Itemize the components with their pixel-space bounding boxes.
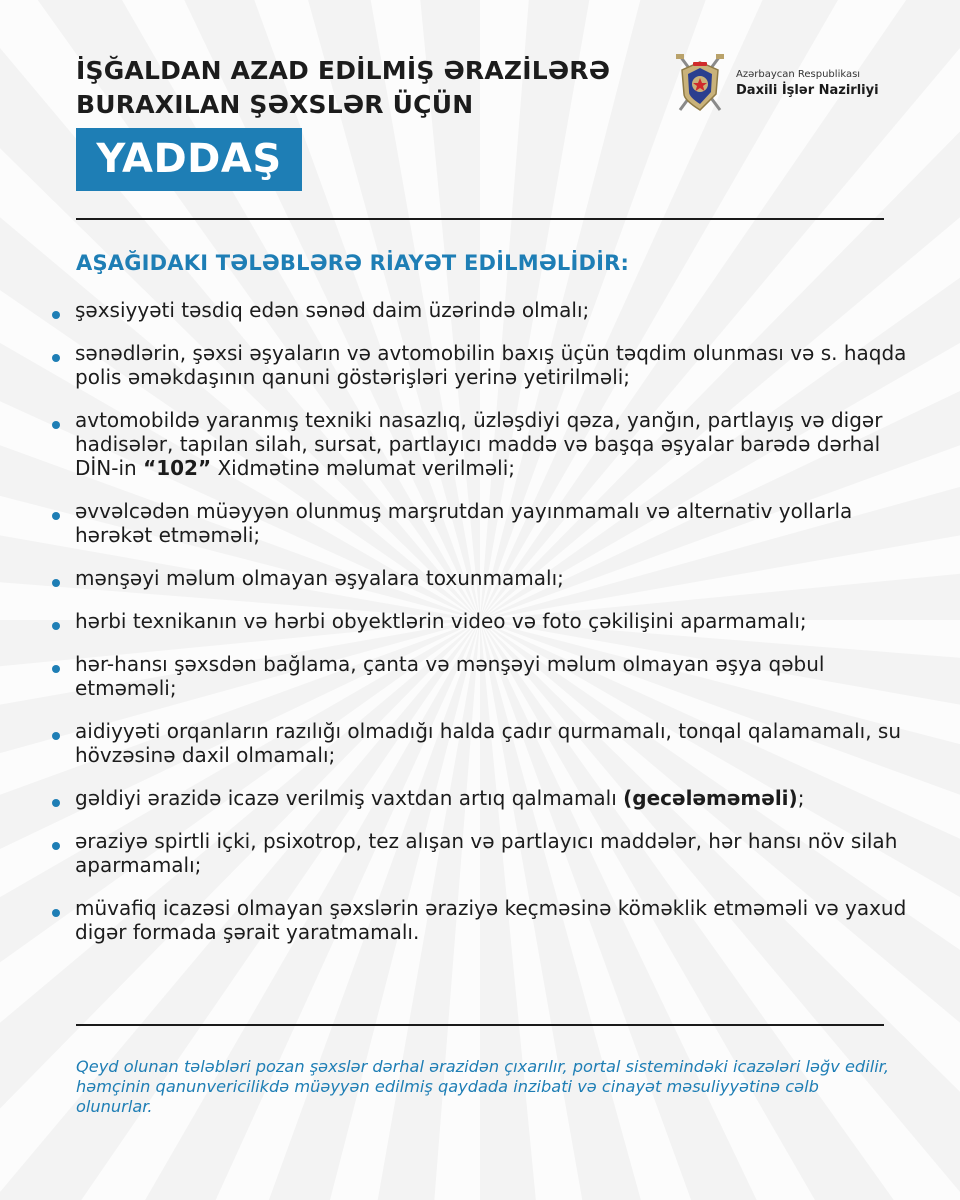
page-title xyxy=(76,54,610,122)
bullet-icon xyxy=(52,799,60,807)
list-item xyxy=(48,652,910,700)
requirement-text: əraziyə spirtli içki, psixotrop, tez alışan və partlayıcı maddələr, hər hansı növ silah aparmamalı; xyxy=(75,829,898,877)
requirement-text-part: ; xyxy=(797,786,805,810)
requirement-text: hər-hansı şəxsdən bağlama, çanta və mənşəyi məlum olmayan əşya qəbul etməməli; xyxy=(75,652,825,700)
bullet-icon xyxy=(52,842,60,850)
police-emblem-icon xyxy=(672,52,728,118)
list-item xyxy=(48,786,910,810)
requirement-text: sənədlərin, şəxsi əşyaların və avtomobilin baxış üçün təqdim olunması və s. haqda polis əməkdaşının qanuni göstərişləri yerinə yetirilməli; xyxy=(75,341,907,389)
list-item xyxy=(48,408,910,480)
footer-note: Qeyd olunan tələbləri pozan şəxslər dərhal ərazidən çıxarılır, portal sistemindəki icazələri ləğv edilir, həmçinin qanunvericilikdə müəyyən edilmiş qaydada inzibati və cinayət məsuliyyətinə cəlb olunurlar. xyxy=(76,1057,890,1116)
hotline-number: “102” xyxy=(143,456,212,480)
list-item xyxy=(48,829,910,877)
requirement-text: müvafiq icazəsi olmayan şəxslərin əraziyə keçməsinə köməklik etməməli və yaxud digər formada şərait yaratmamalı. xyxy=(75,896,907,944)
requirement-text xyxy=(75,786,910,810)
requirement-text: əvvəlcədən müəyyən olunmuş marşrutdan yayınmamalı və alternativ yollarla hərəkət etməməli; xyxy=(75,499,853,547)
list-item xyxy=(48,341,910,389)
list-item xyxy=(48,719,910,767)
requirement-text-part: gəldiyi ərazidə icazə verilmiş vaxtdan artıq qalmamalı xyxy=(75,786,624,810)
bullet-icon xyxy=(52,354,60,362)
ministry-title: Daxili İşlər Nazirliyi xyxy=(736,83,879,98)
requirement-text: hərbi texnikanın və hərbi obyektlərin video və foto çəkilişini aparmamalı; xyxy=(75,609,807,633)
memo-badge: YADDAŞ xyxy=(76,128,302,191)
list-item xyxy=(48,566,910,590)
section-heading: AŞAĞIDAKI TƏLƏBLƏRƏ RİAYƏT EDİLMƏLİDİR: xyxy=(76,251,630,275)
bullet-icon xyxy=(52,622,60,630)
requirement-text-part: avtomobildə yaranmış texniki nasazlıq, üzləşdiyi qəza, yanğın, partlayış və digər hadisələr, tapılan silah, sursat, partlayıcı maddə və başqa əşyalar barədə dərhal DİN-in xyxy=(75,408,883,480)
bullet-icon xyxy=(52,311,60,319)
title-line-2: BURAXILAN ŞƏXSLƏR ÜÇÜN xyxy=(76,90,474,119)
requirement-text-part: Xidmətinə məlumat verilməli; xyxy=(211,456,516,480)
ministry-name xyxy=(736,68,879,100)
bullet-icon xyxy=(52,421,60,429)
requirement-text: mənşəyi məlum olmayan əşyalara toxunmamalı; xyxy=(75,566,564,590)
ministry-country: Azərbaycan Respublikası xyxy=(736,69,861,80)
divider-bottom xyxy=(76,1024,884,1026)
list-item xyxy=(48,499,910,547)
bullet-icon xyxy=(52,732,60,740)
emphasis-text: (gecələməməli) xyxy=(623,786,798,810)
requirement-text xyxy=(75,408,910,480)
bullet-icon xyxy=(52,665,60,673)
requirement-text: aidiyyəti orqanların razılığı olmadığı halda çadır qurmamalı, tonqal qalamamalı, su hövzəsinə daxil olmamalı; xyxy=(75,719,902,767)
requirements-list xyxy=(48,298,910,963)
list-item xyxy=(48,896,910,944)
title-line-1: İŞĞALDAN AZAD EDİLMİŞ ƏRAZİLƏRƏ xyxy=(76,56,611,85)
list-item xyxy=(48,298,910,322)
list-item xyxy=(48,609,910,633)
divider-top xyxy=(76,218,884,220)
bullet-icon xyxy=(52,579,60,587)
requirement-text: şəxsiyyəti təsdiq edən sənəd daim üzərində olmalı; xyxy=(75,298,590,322)
bullet-icon xyxy=(52,909,60,917)
ministry-logo xyxy=(672,52,892,118)
bullet-icon xyxy=(52,512,60,520)
